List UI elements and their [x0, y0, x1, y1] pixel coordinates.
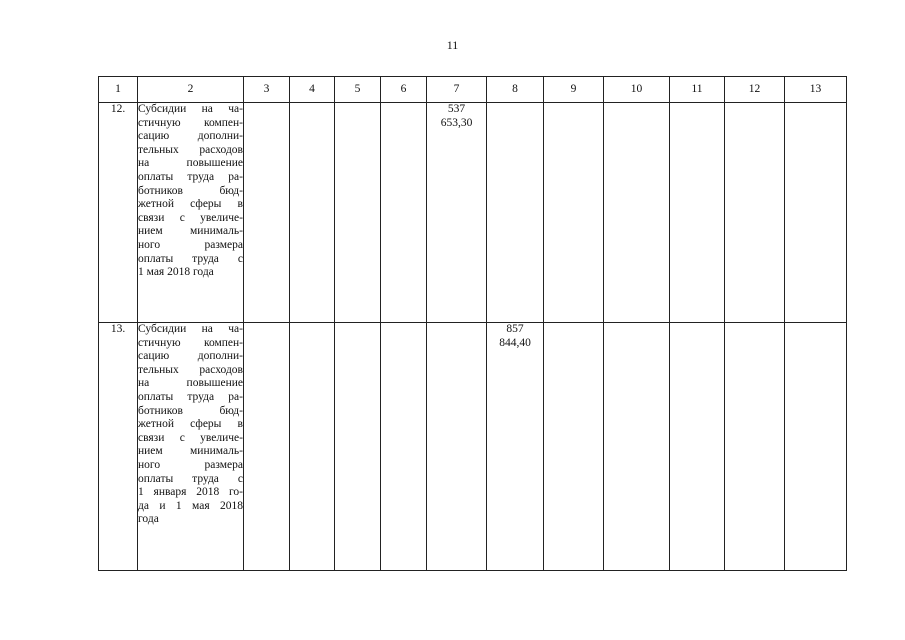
description-line: тельных расходов [138, 143, 243, 156]
empty-cell [290, 323, 335, 571]
description-line: стичную компен- [138, 116, 243, 129]
column-header: 9 [544, 77, 604, 103]
empty-cell [487, 103, 544, 323]
empty-cell [544, 323, 604, 571]
column-header: 10 [604, 77, 670, 103]
header-row [99, 77, 847, 103]
description-line: ботников бюд- [138, 404, 243, 417]
column-header: 7 [427, 77, 487, 103]
empty-cell [544, 103, 604, 323]
description-line: на повышение [138, 157, 243, 170]
empty-cell [427, 323, 487, 571]
description-line: ного размера [138, 238, 243, 251]
empty-cell [604, 103, 670, 323]
empty-cell [381, 323, 427, 571]
table-row [99, 323, 847, 571]
description-line: связи с увеличе- [138, 211, 243, 224]
amount-cell [487, 323, 544, 571]
empty-cell [244, 103, 290, 323]
description-line: оплаты труда с [138, 252, 243, 265]
description-line: оплаты труда ра- [138, 170, 243, 183]
description-line: 1 мая 2018 года [138, 266, 214, 279]
description-line: нием минималь- [138, 225, 243, 238]
empty-cell [244, 323, 290, 571]
column-header: 2 [138, 77, 244, 103]
page-number: 11 [446, 38, 459, 52]
column-header: 8 [487, 77, 544, 103]
row-description [138, 323, 244, 571]
description-line: сацию дополни- [138, 130, 243, 143]
amount-line: 844,40 [499, 336, 531, 349]
description-line: нием минималь- [138, 445, 243, 458]
empty-cell [290, 103, 335, 323]
empty-cell [604, 323, 670, 571]
description-line: тельных расходов [138, 363, 243, 376]
column-header: 6 [381, 77, 427, 103]
budget-table [98, 76, 847, 571]
description-line: оплаты труда ра- [138, 390, 243, 403]
column-header: 3 [244, 77, 290, 103]
description-line: 1 января 2018 го- [138, 486, 243, 499]
column-header: 1 [99, 77, 138, 103]
description-line: сацию дополни- [138, 350, 243, 363]
column-header: 11 [670, 77, 725, 103]
description-line: да и 1 мая 2018 [138, 499, 243, 512]
description-line: связи с увеличе- [138, 431, 243, 444]
empty-cell [725, 323, 785, 571]
row-number: 12. [99, 103, 138, 323]
description-line: оплаты труда с [138, 472, 243, 485]
empty-cell [670, 323, 725, 571]
description-line: ботников бюд- [138, 184, 243, 197]
description-line: стичную компен- [138, 336, 243, 349]
row-number: 13. [99, 323, 138, 571]
empty-cell [725, 103, 785, 323]
description-line: жетной сферы в [138, 198, 243, 211]
empty-cell [335, 103, 381, 323]
table-row [99, 103, 847, 323]
description-line: Субсидии на ча- [138, 323, 243, 335]
amount-line: 653,30 [440, 116, 473, 129]
column-header: 13 [785, 77, 847, 103]
empty-cell [785, 103, 847, 323]
empty-cell [670, 103, 725, 323]
column-header: 12 [725, 77, 785, 103]
amount-line: 537 [447, 103, 466, 115]
column-header: 4 [290, 77, 335, 103]
amount-line: 857 [506, 323, 524, 335]
empty-cell [335, 323, 381, 571]
column-header: 5 [335, 77, 381, 103]
row-description [138, 103, 244, 323]
description-line: ного размера [138, 458, 243, 471]
description-line: Субсидии на ча- [138, 103, 243, 115]
description-line: на повышение [138, 377, 243, 390]
empty-cell [785, 323, 847, 571]
empty-cell [381, 103, 427, 323]
description-line: жетной сферы в [138, 418, 243, 431]
amount-cell [427, 103, 487, 323]
description-line: года [138, 513, 159, 526]
